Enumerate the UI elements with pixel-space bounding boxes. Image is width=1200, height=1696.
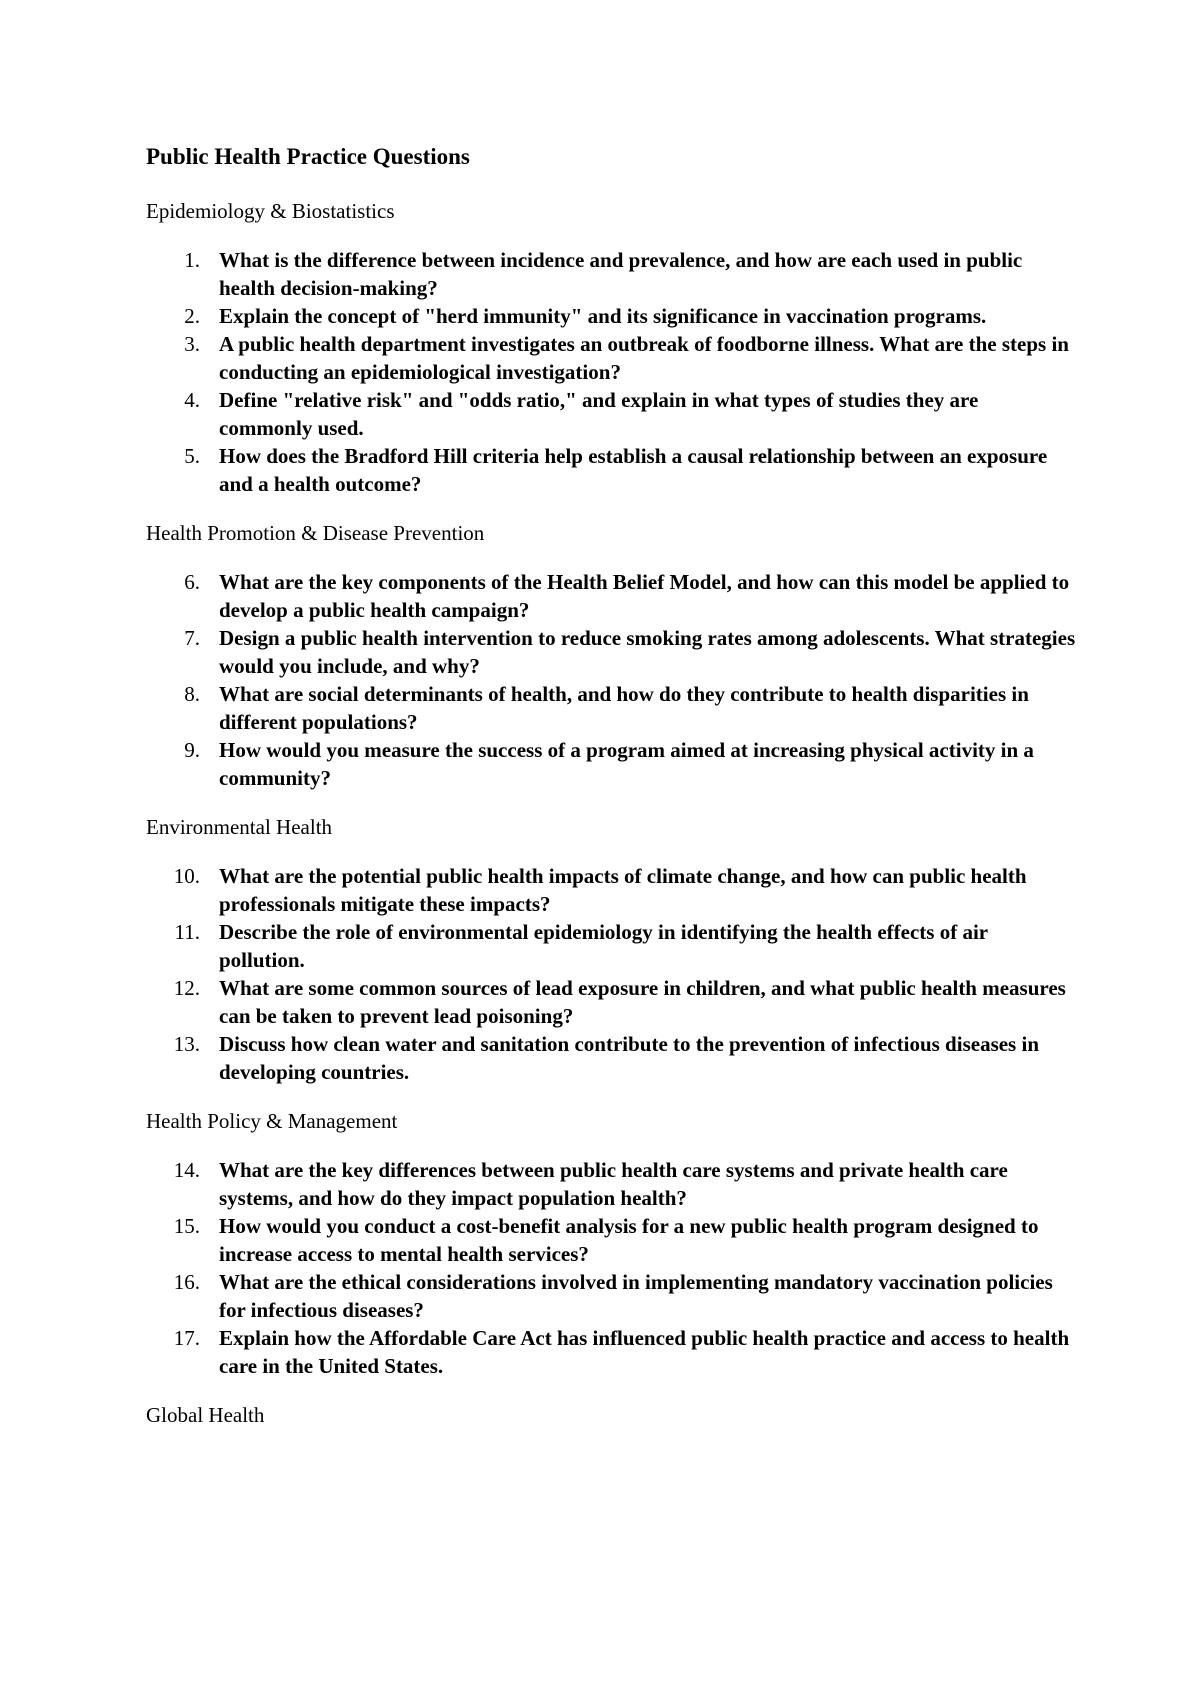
question-text: Explain how the Affordable Care Act has influenced public health practice and access to health care in the United States. — [219, 1326, 1070, 1378]
question-number: 9. — [184, 738, 200, 762]
question-list — [146, 862, 1076, 1086]
question-item — [146, 736, 1076, 792]
question-text: What is the difference between incidence and prevalence, and how are each used in public health decision-making? — [219, 248, 1023, 300]
document-page — [146, 140, 1076, 1450]
question-list — [146, 1156, 1076, 1380]
question-item — [146, 246, 1076, 302]
section-health-policy — [146, 1106, 1076, 1380]
question-number: 11. — [174, 920, 200, 944]
question-item — [146, 302, 1076, 330]
question-item — [146, 918, 1076, 974]
question-number: 8. — [184, 682, 200, 706]
question-number: 14. — [173, 1158, 200, 1182]
question-number: 10. — [173, 864, 200, 888]
section-heading: Environmental Health — [146, 815, 333, 839]
section-global-health — [146, 1400, 1076, 1430]
question-item — [146, 1156, 1076, 1212]
question-text: A public health department investigates an outbreak of foodborne illness. What are the steps in conducting an epidemiological investigation? — [219, 332, 1069, 384]
question-number: 3. — [184, 332, 200, 356]
question-text: What are some common sources of lead exposure in children, and what public health measures can be taken to prevent lead poisoning? — [219, 976, 1066, 1028]
section-heading: Health Promotion & Disease Prevention — [146, 521, 485, 545]
question-text: How does the Bradford Hill criteria help establish a causal relationship between an exposure and a health outcome? — [219, 444, 1048, 496]
question-text: How would you measure the success of a program aimed at increasing physical activity in a community? — [219, 738, 1034, 790]
question-item — [146, 330, 1076, 386]
question-item — [146, 1324, 1076, 1380]
question-text: How would you conduct a cost-benefit analysis for a new public health program designed to increase access to mental health services? — [219, 1214, 1039, 1266]
question-text: What are the ethical considerations involved in implementing mandatory vaccination policies for infectious diseases? — [219, 1270, 1053, 1322]
question-text: Design a public health intervention to reduce smoking rates among adolescents. What strategies would you include, and why? — [219, 626, 1076, 678]
question-text: What are social determinants of health, and how do they contribute to health disparities in different populations? — [219, 682, 1029, 734]
question-number: 17. — [173, 1326, 200, 1350]
question-number: 7. — [184, 626, 200, 650]
question-number: 4. — [184, 388, 200, 412]
question-number: 13. — [173, 1032, 200, 1056]
question-item — [146, 1268, 1076, 1324]
section-environmental-health — [146, 812, 1076, 1086]
question-text: Explain the concept of "herd immunity" and its significance in vaccination programs. — [219, 304, 987, 328]
question-item — [146, 442, 1076, 498]
question-text: Define "relative risk" and "odds ratio," and explain in what types of studies they are commonly used. — [219, 388, 979, 440]
section-health-promotion — [146, 518, 1076, 792]
question-number: 5. — [184, 444, 200, 468]
section-epidemiology — [146, 196, 1076, 498]
question-text: What are the key components of the Health Belief Model, and how can this model be applied to develop a public health campaign? — [219, 570, 1070, 622]
section-heading: Global Health — [146, 1403, 265, 1427]
question-item — [146, 386, 1076, 442]
question-text: What are the potential public health impacts of climate change, and how can public health professionals mitigate these impacts? — [219, 864, 1027, 916]
question-item — [146, 862, 1076, 918]
question-item — [146, 974, 1076, 1030]
question-number: 2. — [184, 304, 200, 328]
question-item — [146, 680, 1076, 736]
question-item — [146, 624, 1076, 680]
section-heading: Health Policy & Management — [146, 1109, 398, 1133]
question-item — [146, 1212, 1076, 1268]
question-number: 15. — [173, 1214, 200, 1238]
question-number: 16. — [173, 1270, 200, 1294]
question-number: 12. — [173, 976, 200, 1000]
question-list — [146, 246, 1076, 498]
question-text: Describe the role of environmental epidemiology in identifying the health effects of air pollution. — [219, 920, 988, 972]
question-item — [146, 1030, 1076, 1086]
question-number: 1. — [184, 248, 200, 272]
section-heading: Epidemiology & Biostatistics — [146, 199, 395, 223]
question-list — [146, 568, 1076, 792]
question-number: 6. — [184, 570, 200, 594]
document-title: Public Health Practice Questions — [146, 144, 470, 169]
question-item — [146, 568, 1076, 624]
question-text: Discuss how clean water and sanitation contribute to the prevention of infectious diseases in developing countries. — [219, 1032, 1039, 1084]
question-text: What are the key differences between public health care systems and private health care systems, and how do they impact population health? — [219, 1158, 1008, 1210]
